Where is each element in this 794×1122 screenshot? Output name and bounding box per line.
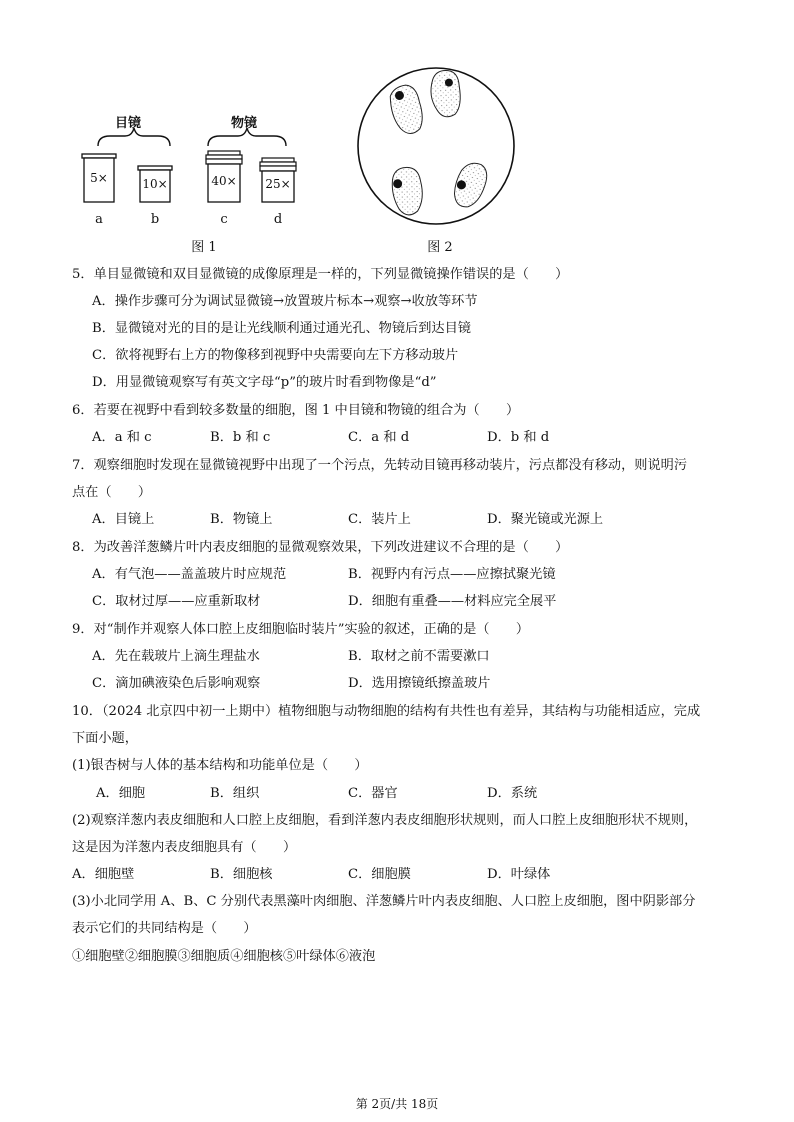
question-10-sub-2-option-b: B．细胞核 [210, 867, 273, 882]
question-9-stem: 9．对“制作并观察人体口腔上皮细胞临时装片”实验的叙述，正确的是（ ） [72, 622, 530, 637]
question-10-sub-2-stem-line-2: 这是因为洋葱内表皮细胞具有（ ） [72, 840, 297, 855]
question-6-stem: 6．若要在视野中看到较多数量的细胞，图 1 中目镜和物镜的组合为（ ） [72, 403, 520, 418]
microscope-field-of-view [356, 66, 516, 228]
question-10-sub-1-option-d: D．系统 [487, 786, 538, 801]
lens-d-id: d [273, 212, 283, 227]
question-6-option-b: B．b 和 c [210, 430, 271, 445]
question-7-option-b: B．物镜上 [210, 512, 273, 527]
question-6-option-d: D．b 和 d [487, 430, 550, 445]
question-8-stem: 8．为改善洋葱鳞片叶内表皮细胞的显微观察效果，下列改进建议不合理的是（ ） [72, 540, 569, 555]
lens-a-magnification: 5× [90, 171, 108, 185]
question-10-sub-1-option-b: B．组织 [210, 786, 260, 801]
question-7-option-a: A．目镜上 [92, 512, 155, 527]
question-7-option-c: C．装片上 [348, 512, 411, 527]
question-5-option-d: D．用显微镜观察写有英文字母“p”的玻片时看到物像是“d” [92, 375, 437, 390]
question-10-sub-1-option-a: A．细胞 [96, 786, 146, 801]
question-7-stem-line-2: 点在（ ） [72, 485, 152, 500]
lens-c-magnification: 40× [211, 174, 237, 188]
lens-b-id: b [150, 212, 160, 227]
question-9-option-a: A．先在载玻片上滴生理盐水 [92, 649, 260, 664]
question-10-stem-line-1: 10．（2024 北京四中初一上期中）植物细胞与动物细胞的结构有共性也有差异，其结构与功能相适应，完成 [72, 704, 701, 719]
question-7-stem-line-1: 7．观察细胞时发现在显微镜视野中出现了一个污点，先转动目镜再移动装片，污点都没有移动，则说明污 [72, 458, 688, 473]
question-10-sub-3-stem-line-1: (3)小北同学用 A、B、C 分别代表黑藻叶肉细胞、洋葱鳞片叶内表皮细胞、人口腔上皮细胞，图中阴影部分 [72, 894, 696, 909]
question-10-stem-line-2: 下面小题， [72, 731, 138, 746]
question-9-option-c: C．滴加碘液染色后影响观察 [92, 676, 261, 691]
question-10-sub-2-option-a: A．细胞壁 [72, 867, 135, 882]
figure-2-caption: 图 2 [427, 240, 453, 255]
question-10-sub-3-stem-line-2: 表示它们的共同结构是（ ） [72, 921, 257, 936]
question-8-option-d: D．细胞有重叠——材料应完全展平 [348, 594, 557, 609]
question-5-option-b: B．显微镜对光的目的是让光线顺利通过通光孔、物镜后到达目镜 [92, 321, 471, 336]
question-7-option-d: D．聚光镜或光源上 [487, 512, 604, 527]
question-10-sub-2-option-d: D．叶绿体 [487, 867, 551, 882]
question-6-option-c: C．a 和 d [348, 430, 410, 445]
lens-c-id: c [220, 212, 228, 227]
page-footer: 第 2页/共 18页 [355, 1097, 439, 1111]
question-10-sub-1-stem: (1)银杏树与人体的基本结构和功能单位是（ ） [72, 758, 368, 773]
eyepiece-brace [98, 128, 170, 146]
eyepiece-title: 目镜 [114, 116, 141, 131]
question-10-sub-3-structure-list: ①细胞壁②细胞膜③细胞质④细胞核⑤叶绿体⑥液泡 [72, 949, 376, 964]
question-8-option-a: A．有气泡——盖盖玻片时应规范 [92, 567, 287, 582]
lens-a-id: a [95, 212, 103, 227]
question-8-option-c: C．取材过厚——应重新取材 [92, 594, 261, 609]
question-5-stem: 5．单目显微镜和双目显微镜的成像原理是一样的，下列显微镜操作错误的是（ ） [72, 267, 569, 282]
question-10-sub-2-stem-line-1: (2)观察洋葱内表皮细胞和人口腔上皮细胞，看到洋葱内表皮细胞形状规则，而人口腔上皮细胞形状不规则， [72, 813, 698, 828]
lens-d-magnification: 25× [265, 177, 291, 191]
question-9-option-b: B．取材之前不需要漱口 [348, 649, 490, 664]
question-9-option-d: D．选用擦镜纸擦盖玻片 [348, 676, 491, 691]
question-10-sub-2-option-c: C．细胞膜 [348, 867, 411, 882]
question-6-option-a: A．a 和 c [92, 430, 152, 445]
figure-1-caption: 图 1 [191, 240, 217, 255]
question-10-sub-1-option-c: C．器官 [348, 786, 398, 801]
objective-title: 物镜 [230, 116, 257, 131]
question-5-option-a: A．操作步骤可分为调试显微镜→放置玻片标本→观察→收放等环节 [92, 294, 478, 309]
question-8-option-b: B．视野内有污点——应擦拭聚光镜 [348, 567, 556, 582]
question-5-option-c: C．欲将视野右上方的物像移到视野中央需要向左下方移动玻片 [92, 348, 459, 363]
objective-brace [208, 128, 286, 146]
lens-b-magnification: 10× [142, 177, 168, 191]
